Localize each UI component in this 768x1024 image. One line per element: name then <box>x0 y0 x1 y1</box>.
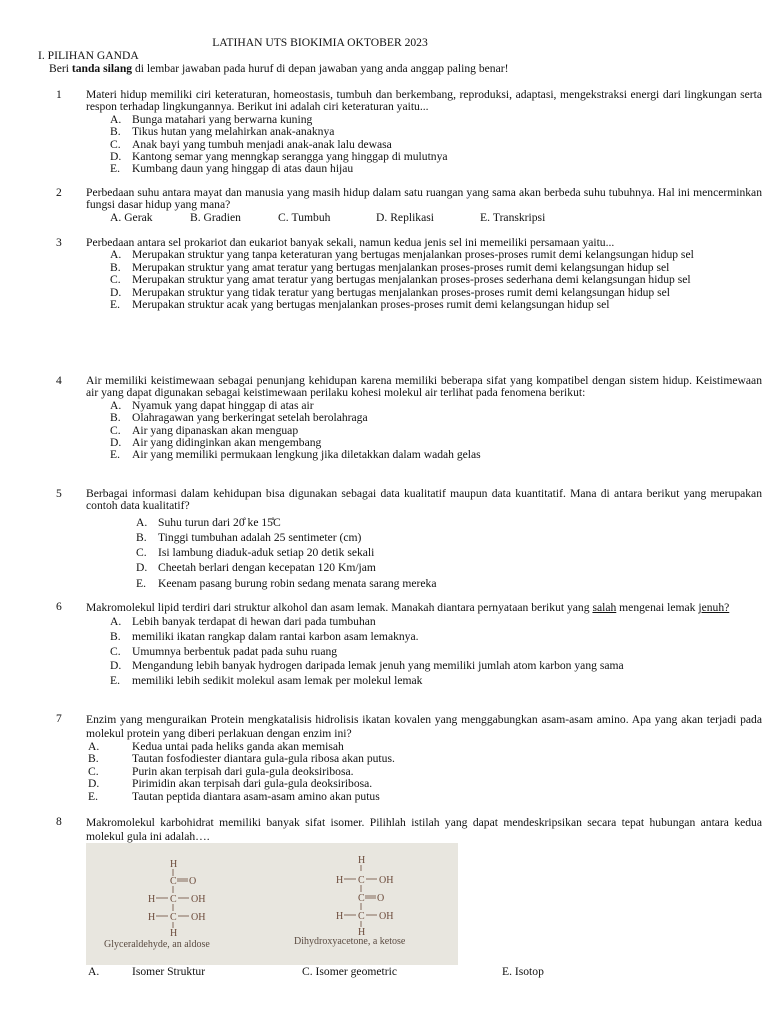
question-4 <box>56 375 762 462</box>
option-text: Tautan fosfodiester diantara gula-gula ribosa akan putus. <box>132 752 395 766</box>
question-3 <box>56 237 762 311</box>
option-letter: A. <box>110 210 122 224</box>
question-1 <box>56 89 762 176</box>
option-letter: B. <box>110 411 121 425</box>
option-a <box>136 515 768 530</box>
atom-c: C <box>170 894 177 905</box>
atom-o: O <box>189 876 197 887</box>
option-e-text: E. Isotop <box>502 965 544 978</box>
option-letter: D. <box>376 210 388 224</box>
atom-c: C <box>358 875 365 886</box>
question-2 <box>56 187 762 224</box>
question-text: Air memiliki keistimewaan sebagai penunjang kehidupan karena memiliki beberapa sifat yang kompatibel dengan sistem hidup. Keistimewaan air yang dapat digunakan sebagai keistimewaan perilaku kohesi molekul air terlihat pada fenomena berikut: <box>86 374 762 400</box>
atom-c: C <box>358 893 365 904</box>
question-text-part: mengenai lemak <box>616 601 699 614</box>
option-letter: A. <box>110 615 122 629</box>
option-text: Keenam pasang burung robin sedang menata sarang mereka <box>158 576 437 590</box>
instruction-bold: tanda silang <box>71 62 133 75</box>
option-a <box>110 249 762 261</box>
question-5 <box>56 488 762 591</box>
option-text: Isi lambung diaduk-aduk setiap 20 detik sekali <box>158 546 375 560</box>
option-text: Replikasi <box>390 210 434 224</box>
question-text-underlined: salah <box>592 601 617 614</box>
option-b <box>136 530 768 545</box>
option-c-text: C. Isomer geometric <box>302 965 397 978</box>
option-text: Nyamuk yang dapat hinggap di atas air <box>132 398 314 412</box>
option-list <box>136 515 762 591</box>
option-letter: A. <box>88 965 100 978</box>
document-title: LATIHAN UTS BIOKIMIA OKTOBER 2023 <box>212 36 428 49</box>
option-c <box>110 645 762 660</box>
option-letter: E. <box>110 298 120 312</box>
option-letter: C. <box>110 273 121 287</box>
option-text: Merupakan struktur yang amat teratur yang bertugas menjalankan proses-proses sederhana demi kelangsungan hidup sel <box>132 273 691 287</box>
option-c <box>278 212 376 224</box>
question-text-part: Makromolekul lipid terdiri dari struktur alkohol dan asam lemak. Manakah diantara pernyataan berikut yang <box>86 601 593 614</box>
question-text: Enzim yang menguraikan Protein mengkatalisis hidrolisis ikatan kovalen yang menggabungkan asam-asam amino. Apa yang akan terjadi pada molekul protein yang diberi perlakuan dengan enzim ini? <box>86 713 762 740</box>
question-8 <box>56 816 762 844</box>
option-text: Gradien <box>203 210 241 224</box>
option-e <box>110 163 762 175</box>
question-text: Perbedaan antara sel prokariot dan eukariot banyak sekali, namun kedua jenis sel ini memeiliki persamaan yaitu... <box>86 236 615 249</box>
option-letter: D. <box>110 285 122 299</box>
option-text: Tautan peptida diantara asam-asam amino akan putus <box>132 789 380 803</box>
option-text: Lebih banyak terdapat di hewan dari pada tumbuhan <box>132 615 376 629</box>
option-text: Suhu turun dari 20̊ ke 15̊C <box>158 515 281 529</box>
option-letter: D. <box>110 436 122 450</box>
option-letter: B. <box>110 260 121 274</box>
option-list <box>110 249 762 311</box>
option-letter: C. <box>278 210 289 224</box>
glyceraldehyde-caption: Glyceraldehyde, an aldose <box>104 939 210 950</box>
option-e <box>136 576 768 591</box>
option-letter: C. <box>136 546 147 560</box>
atom-oh: OH <box>379 875 394 886</box>
option-text: Tumbuh <box>291 210 331 224</box>
option-text: Olahragawan yang berkeringat setelah berolahraga <box>132 411 368 425</box>
dihydroxyacetone-structure <box>336 855 393 938</box>
atom-h: H <box>170 928 178 939</box>
option-d <box>376 212 480 224</box>
option-text: Tikus hutan yang melahirkan anak-anaknya <box>132 125 335 139</box>
option-text: Umumnya berbentuk padat pada suhu ruang <box>132 644 338 658</box>
option-letter: E. <box>110 673 120 687</box>
option-text: Cheetah berlari dengan kecepatan 120 Km/jam <box>158 561 376 575</box>
section-heading: I. PILIHAN GANDA <box>38 49 139 62</box>
atom-oh: OH <box>379 911 394 922</box>
atom-c: C <box>358 911 365 922</box>
option-text: Air yang didinginkan akan mengembang <box>132 436 322 450</box>
option-text: Tinggi tumbuhan adalah 25 sentimeter (cm) <box>158 531 362 545</box>
sugar-structures-svg <box>86 843 458 965</box>
option-letter: C. <box>110 423 121 437</box>
option-letter: D. <box>88 777 100 791</box>
option-b <box>110 630 762 645</box>
option-letter: B. <box>110 125 121 139</box>
option-text: Pirimidin akan terpisah dari gula-gula deoksiribosa. <box>132 777 373 791</box>
option-letter: A. <box>136 515 148 529</box>
option-text: Merupakan struktur yang tanpa keteraturan yang bertugas menjalankan proses-proses rumit demi kelangsungan hidup sel <box>132 248 694 262</box>
question-number: 4 <box>56 374 62 387</box>
question-number: 8 <box>56 815 62 828</box>
option-letter: E. <box>110 162 120 176</box>
option-e <box>110 674 762 689</box>
option-letter: E. <box>110 448 120 462</box>
atom-o: O <box>377 893 385 904</box>
option-b <box>110 126 762 138</box>
option-letter: A. <box>110 398 122 412</box>
option-d <box>136 560 768 575</box>
question-text: Makromolekul karbohidrat memiliki banyak sifat isomer. Pilihlah istilah yang dapat mendeskripsikan secara tepat hubungan antara kedua molekul gula ini adalah…. <box>86 816 762 843</box>
atom-oh: OH <box>191 894 206 905</box>
option-text: Bunga matahari yang berwarna kuning <box>132 112 313 126</box>
option-b <box>88 753 740 765</box>
option-a <box>110 212 190 224</box>
option-text: Kedua untai pada heliks ganda akan memisah <box>132 740 344 753</box>
option-list <box>88 741 762 803</box>
atom-c: C <box>170 876 177 887</box>
question-number: 6 <box>56 600 62 613</box>
glyceraldehyde-structure <box>148 859 205 939</box>
option-b <box>110 412 762 424</box>
option-b <box>190 212 278 224</box>
option-letter: E. <box>88 789 98 803</box>
option-letter: B. <box>110 630 121 643</box>
option-text: memiliki lebih sedikit molekul asam lemak per molekul lemak <box>132 673 423 687</box>
option-text: Merupakan struktur yang tidak teratur yang bertugas menjalankan proses-proses rumit demi kelangsungan hidup sel <box>132 285 670 299</box>
option-text: Purin akan terpisah dari gula-gula deoksiribosa. <box>132 764 354 778</box>
option-letter: E. <box>480 210 490 224</box>
option-e <box>110 299 762 311</box>
option-letter: D. <box>136 561 148 575</box>
option-e <box>110 449 762 461</box>
question-7 <box>56 713 762 803</box>
instruction-line <box>49 63 508 75</box>
atom-h: H <box>336 911 344 922</box>
option-text: Mengandung lebih banyak hydrogen daripada lemak jenuh yang memiliki jumlah atom karbon yang sama <box>132 659 624 673</box>
option-text: Air yang memiliki permukaan lengkung jika diletakkan dalam wadah gelas <box>132 448 481 462</box>
option-letter: A. <box>110 248 122 262</box>
option-letter: A. <box>110 112 122 126</box>
option-letter: B. <box>88 752 99 766</box>
question-6 <box>56 601 762 688</box>
option-d <box>88 778 740 790</box>
option-text: Isomer Struktur <box>132 965 206 978</box>
option-letter: A. <box>88 740 100 753</box>
option-list <box>110 114 762 176</box>
question-text: Berbagai informasi dalam kehidupan bisa digunakan sebagai data kualitatif maupun data kuantitatif. Mana di antara berikut yang merupakan contoh data kualitatif? <box>86 487 762 513</box>
option-text: Merupakan struktur yang amat teratur yang bertugas menjalankan proses-proses rumit demi kelangsungan hidup sel <box>132 260 670 274</box>
option-letter: D. <box>110 150 122 164</box>
option-text: Transkripsi <box>492 210 546 224</box>
question-number: 3 <box>56 236 62 249</box>
option-text: Merupakan struktur acak yang bertugas menjalankan proses-proses rumit demi kelangsungan hidup sel <box>132 298 610 312</box>
atom-h: H <box>358 855 366 866</box>
question-text-underlined: jenuh? <box>698 601 730 614</box>
question-number: 2 <box>56 186 62 199</box>
option-text: Gerak <box>124 210 153 224</box>
question-text <box>86 601 762 615</box>
option-c <box>110 274 762 286</box>
sugar-structure-figure <box>86 843 458 965</box>
option-letter: C. <box>110 644 121 658</box>
option-letter: C. <box>110 137 121 151</box>
option-list <box>110 400 762 462</box>
atom-h: H <box>148 894 156 905</box>
option-text: Air yang dipanaskan akan menguap <box>132 423 299 437</box>
option-letter: E. <box>136 576 146 590</box>
question-number: 1 <box>56 88 62 101</box>
question-text: Materi hidup memiliki ciri keteraturan, homeostasis, tumbuh dan berkembang, reproduksi, adaptasi, mengekstraksi energi dari lingkungan serta respon terhadap lingkungannya. Berikut ini adalah ciri keteraturan yaitu... <box>86 88 762 114</box>
option-e <box>480 212 580 224</box>
option-list <box>110 212 762 224</box>
option-list <box>110 615 762 688</box>
option-a <box>110 615 762 630</box>
option-letter: B. <box>190 210 201 224</box>
dihydroxyacetone-caption: Dihydroxyacetone, a ketose <box>294 936 406 947</box>
option-d <box>110 659 762 674</box>
instruction-suffix: di lembar jawaban pada huruf di depan jawaban yang anda anggap paling benar! <box>132 62 509 75</box>
option-text: Kantong semar yang menngkap serangga yang hinggap di mulutnya <box>132 150 448 164</box>
option-text: Anak bayi yang tumbuh menjadi anak-anak lalu dewasa <box>132 137 392 151</box>
question-number: 7 <box>56 712 62 725</box>
question-text: Perbedaan suhu antara mayat dan manusia yang masih hidup dalam satu ruangan yang sama akan berbeda suhu tubuhnya. Hal ini mencerminkan fungsi dasar hidup yang mana? <box>86 186 762 212</box>
option-letter: D. <box>110 659 122 673</box>
option-letter: C. <box>88 764 99 778</box>
option-text: Kumbang daun yang hinggap di atas daun hijau <box>132 162 354 176</box>
option-c <box>136 545 768 560</box>
atom-h: H <box>358 927 366 938</box>
instruction-prefix: Beri <box>49 62 72 75</box>
option-letter: B. <box>136 531 147 545</box>
atom-c: C <box>170 912 177 923</box>
option-text: memiliki ikatan rangkap dalam rantai karbon asam lemaknya. <box>132 630 419 643</box>
question-number: 5 <box>56 487 62 500</box>
atom-h: H <box>148 912 156 923</box>
atom-h: H <box>336 875 344 886</box>
atom-h: H <box>170 859 178 870</box>
option-e <box>88 791 740 803</box>
atom-oh: OH <box>191 912 206 923</box>
